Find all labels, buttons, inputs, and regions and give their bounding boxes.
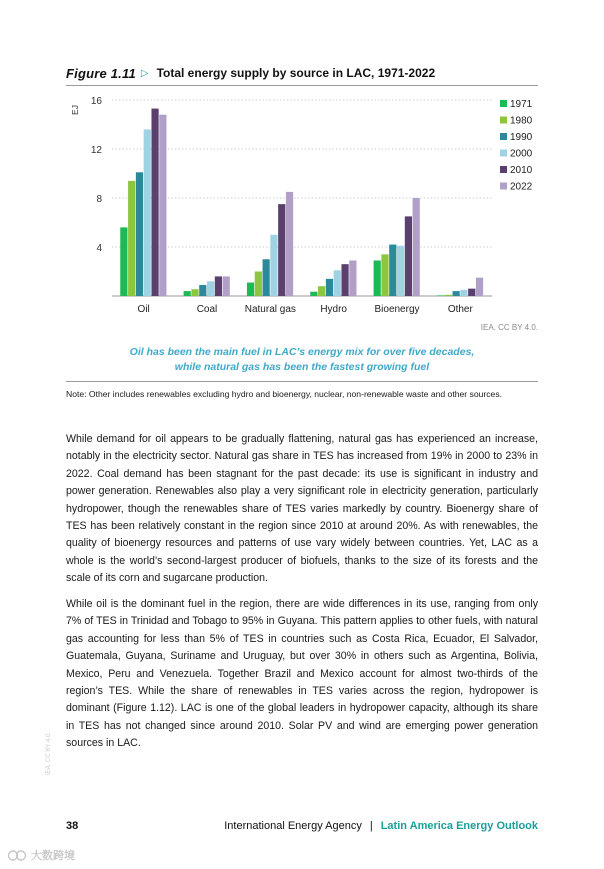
bar-natural-gas-1990: [263, 259, 270, 296]
page-number: 38: [66, 820, 79, 832]
bar-natural-gas-2010: [278, 204, 285, 296]
legend-label: 2000: [510, 148, 533, 160]
bar-oil-1990: [136, 172, 143, 296]
note-divider: [66, 381, 538, 382]
y-tick-label: 16: [90, 96, 102, 107]
figure-header: [66, 64, 538, 82]
bar-bioenergy-1990: [389, 245, 396, 296]
side-credit: IEA. CC BY 4.0.: [46, 732, 52, 775]
legend-swatch-2010: [500, 166, 507, 173]
bar-natural-gas-2022: [286, 192, 293, 296]
x-tick-label: Hydro: [320, 304, 348, 315]
legend-swatch-2000: [500, 150, 507, 157]
bar-oil-1980: [128, 181, 135, 296]
bar-natural-gas-1971: [247, 283, 254, 296]
bar-coal-1990: [199, 285, 206, 296]
caption-line-1: Oil has been the main fuel in LAC’s energy mix for over five decades,: [129, 346, 475, 358]
chart-canvas: [60, 88, 540, 338]
bar-coal-1980: [191, 289, 198, 296]
body-paragraph-1: While demand for oil appears to be gradually flattening, natural gas has experienced an increase, notably in the electricity sector. Natural gas share in TES has increased from 19% in 2000 to 23% in 2022. Coal demand has been stagnant for the past decade: its use is significant in industry and power generation. Renewables also play a very significant role in electricity generation, particularly hydropower, though the renewables share of TES varies markedly by country. Bioenergy share of TES has been relatively constant in the region since 2010 at around 20%. As with renewables, the quality of bioenergy resources and patterns of use vary widely between countries. Yet, LAC as a whole is the world’s second-largest producer of biofuels, thanks to the size of its forests and the scale of its corn and sugarcane production.: [66, 433, 538, 585]
figure-title: Total energy supply by source in LAC, 1971-2022: [156, 66, 436, 80]
bar-oil-2010: [151, 109, 158, 296]
watermark: [8, 847, 75, 863]
bar-other-2022: [476, 278, 483, 296]
legend-swatch-1980: [500, 117, 507, 124]
bar-other-2000: [460, 290, 467, 296]
footer-report-title: Latin America Energy Outlook: [380, 820, 538, 832]
bar-hydro-1971: [310, 292, 317, 296]
bar-hydro-1980: [318, 286, 325, 296]
legend-label: 1980: [510, 115, 533, 127]
bar-coal-2022: [223, 276, 230, 296]
bar-bioenergy-1980: [381, 254, 388, 296]
bar-natural-gas-2000: [270, 235, 277, 296]
y-tick-label: 8: [96, 194, 102, 205]
bar-hydro-2000: [334, 270, 341, 296]
figure-caption: [66, 345, 538, 375]
x-tick-label: Coal: [196, 304, 218, 315]
bar-bioenergy-2022: [413, 198, 420, 296]
bar-oil-2000: [144, 129, 151, 296]
y-tick-label: 4: [96, 243, 102, 254]
x-tick-label: Oil: [137, 304, 150, 315]
bar-natural-gas-1980: [255, 272, 262, 297]
caption-line-2: while natural gas has been the fastest growing fuel: [174, 361, 430, 373]
watermark-logo-icon: [8, 849, 28, 862]
bar-oil-2022: [159, 115, 166, 296]
bar-hydro-2022: [349, 260, 356, 296]
legend-swatch-2022: [500, 183, 507, 190]
bar-bioenergy-2010: [405, 216, 412, 296]
footer-agency: International Energy Agency: [224, 820, 362, 832]
bar-oil-1971: [120, 227, 127, 296]
footer-right: [224, 820, 538, 832]
legend-label: 1971: [510, 99, 533, 110]
x-tick-label: Other: [447, 304, 473, 315]
watermark-text: 大数跨境: [31, 850, 75, 862]
bar-hydro-1990: [326, 279, 333, 296]
legend-label: 1990: [510, 132, 533, 143]
x-tick-label: Bioenergy: [374, 304, 420, 315]
bar-coal-2010: [215, 276, 222, 296]
y-axis-label: EJ: [70, 105, 80, 115]
bar-coal-1971: [184, 291, 191, 296]
bar-coal-2000: [207, 281, 214, 296]
legend-swatch-1990: [500, 133, 507, 140]
footer-separator: |: [369, 820, 373, 832]
legend-label: 2022: [510, 181, 533, 193]
page-footer: [66, 818, 538, 834]
bar-hydro-2010: [341, 264, 348, 296]
figure-number: Figure 1.11: [66, 65, 136, 81]
body-paragraph-2: While oil is the dominant fuel in the region, there are wide differences in its use, ranging from only 7% of TES in Trinidad and Tobago to 95% in Guyana. This pattern applies to other fuels, with natural gas accounting for less than 5% of TES in countries such as Costa Rica, Ecuador, El Salvador, Guatemala, Guyana, Suriname and Uruguay, but over 30% in others such as Argentina, Bolivia, Mexico, Peru and Venezuela. Together Brazil and Mexico account for almost two-thirds of the region’s TES. While the share of renewables in TES varies across the region, hydropower is dominant (Figure 1.12). LAC is one of the global leaders in hydropower capacity, although its share in TES has not changed since around 2010. Solar PV and wind are emerging power generation sources in LAC.: [66, 598, 538, 750]
bar-other-1980: [445, 295, 452, 296]
legend-swatch-1971: [500, 100, 507, 107]
bar-other-1990: [453, 291, 460, 296]
bar-bioenergy-1971: [374, 260, 381, 296]
chart-source: IEA. CC BY 4.0.: [480, 323, 538, 332]
figure-top-divider: [66, 85, 538, 86]
bar-other-1971: [437, 295, 444, 296]
figure-note: Note: Other includes renewables excluding hydro and bioenergy, nuclear, non-renewable waste and other sources.: [66, 389, 502, 399]
y-tick-label: 12: [90, 145, 102, 156]
energy-supply-chart: [60, 88, 540, 338]
x-tick-label: Natural gas: [244, 304, 296, 315]
legend-label: 2010: [510, 165, 533, 176]
figure-arrow-icon: ▷: [140, 67, 149, 79]
bar-bioenergy-2000: [397, 246, 404, 296]
bar-other-2010: [468, 289, 475, 296]
